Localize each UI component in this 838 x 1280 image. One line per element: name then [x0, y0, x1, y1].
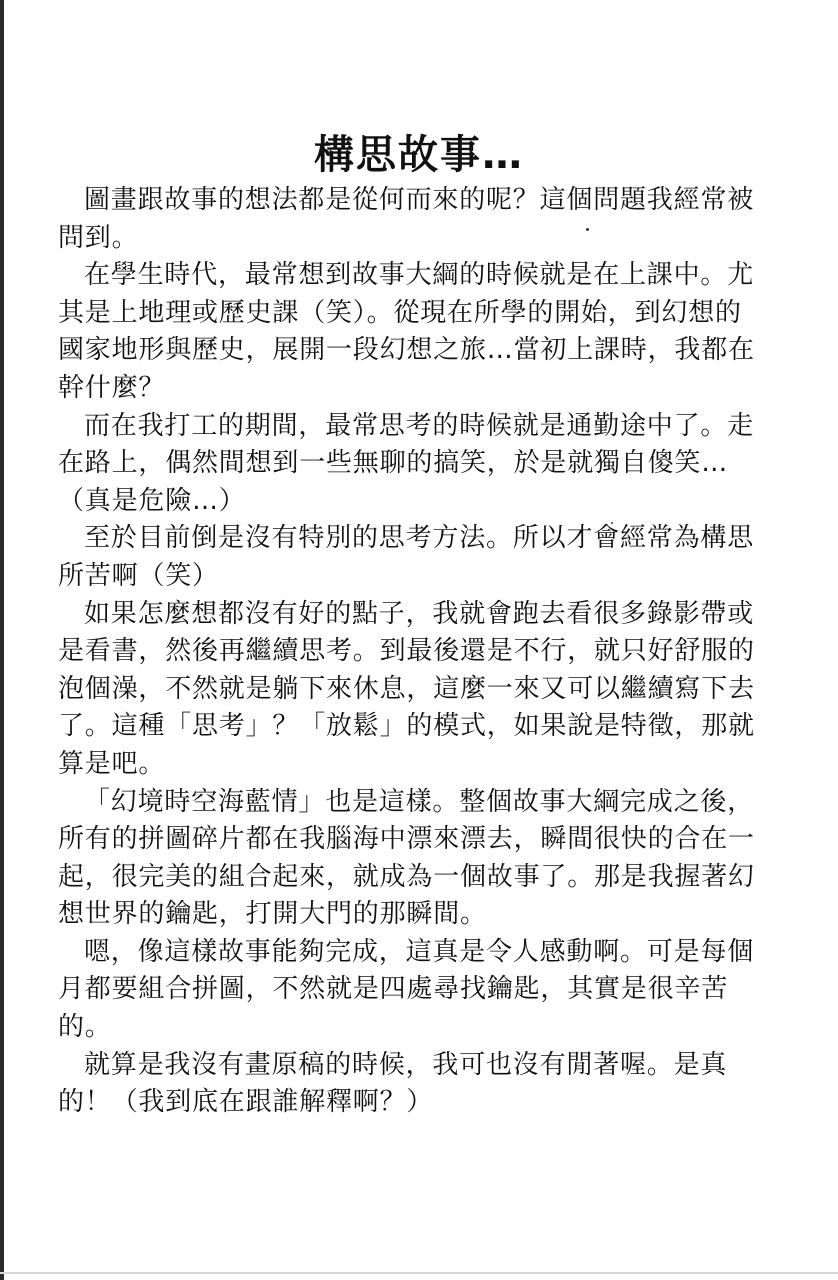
paragraph: 如果怎麼想都沒有好的點子，我就會跑去看很多錄影帶或是看書，然後再繼續思考。到最後還是不行，就只好舒服的泡個澡，不然就是躺下來休息，這麼一來又可以繼續寫下去了。這種「思考」？「放鬆」的模式，如果說是特徵，那就算是吧。	[58, 598, 755, 779]
page-binding-edge	[0, 0, 4, 1280]
paragraph: 圖畫跟故事的想法都是從何而來的呢？這個問題我經常被問到。	[58, 185, 755, 253]
paragraph: 嗯，像這樣故事能夠完成，這真是令人感動啊。可是每個月都要組合拼圖，不然就是四處尋找鑰匙，其實是很辛苦的。	[58, 936, 755, 1043]
paragraph: 而在我打工的期間，最常思考的時候就是通勤途中了。走在路上，偶然間想到一些無聊的搞笑，於是就獨自傻笑…（真是危險…）	[58, 410, 755, 516]
paragraph: 就算是我沒有畫原稿的時候，我可也沒有閒著喔。是真的！（我到底在跟誰解釋啊？）	[58, 1049, 728, 1118]
paragraph: 在學生時代，最常想到故事大綱的時候就是在上課中。尤其是上地理或歷史課（笑）。從現在所學的開始，到幻想的國家地形與歷史，展開一段幻想之旅…當初上課時，我都在幹什麼？	[58, 260, 755, 403]
page-bottom-edge	[0, 1272, 838, 1274]
page-title: 構思故事…	[314, 131, 524, 178]
paragraph: 至於目前倒是沒有特別的思考方法。所以才會經常為構思所苦啊（笑）	[58, 523, 755, 591]
essay-body	[58, 182, 763, 1122]
paragraph: 「幻境時空海藍情」也是這樣。整個故事大綱完成之後，所有的拼圖碎片都在我腦海中漂來漂去，瞬間很快的合在一起，很完美的組合起來，就成為一個故事了。那是我握著幻想世界的鑰匙，打開大門的那瞬間。	[58, 786, 755, 930]
